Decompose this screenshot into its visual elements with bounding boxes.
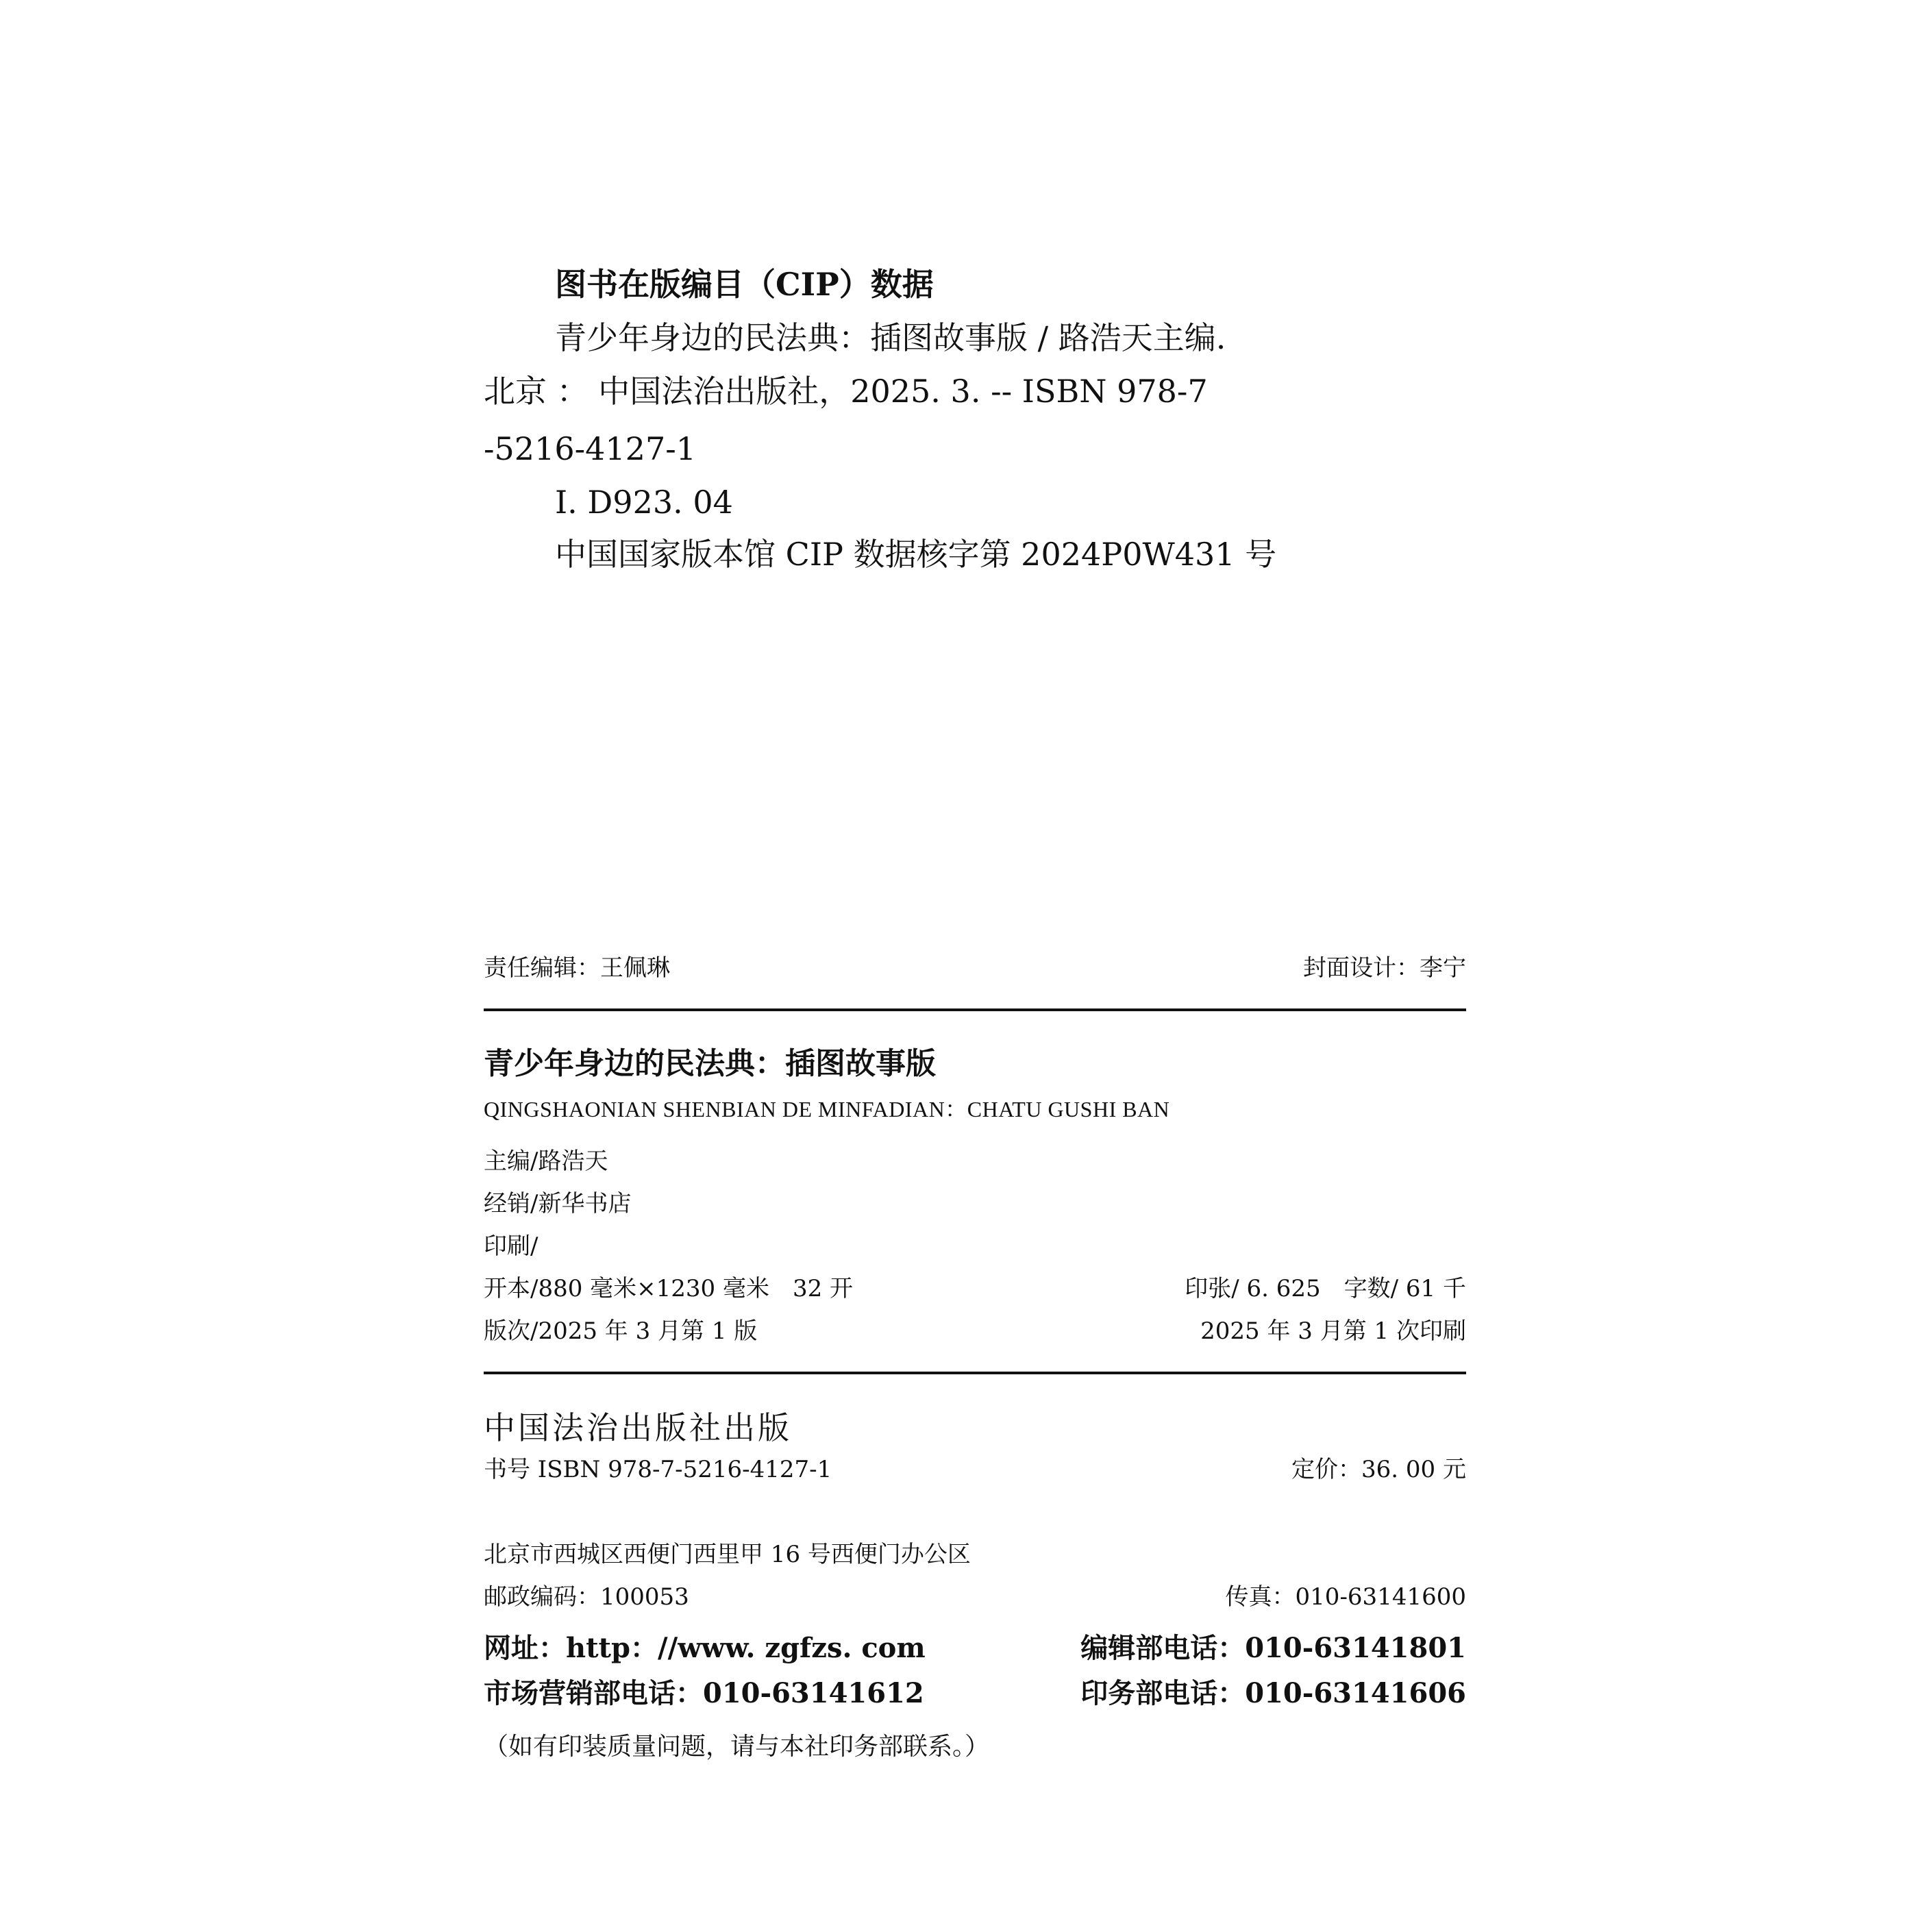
book-title-pinyin: QINGSHAONIAN SHENBIAN DE MINFADIAN：CHATU GUSHI BAN [484, 1097, 1170, 1122]
quality-notice: （如有印装质量问题，请与本社印务部联系。） [484, 1733, 990, 1761]
responsible-editor: 责任编辑：王佩琳 [484, 954, 670, 982]
cip-heading: 图书在版编目（CIP）数据 [555, 266, 934, 303]
printing-info: 2025 年 3 月第 1 次印刷 [1200, 1317, 1466, 1345]
fax-number: 传真：010-63141600 [1225, 1583, 1466, 1611]
edition-info: 版次/2025 年 3 月第 1 版 [484, 1317, 758, 1345]
printer: 印刷/ [484, 1233, 538, 1260]
cip-isbn-continuation: -5216-4127-1 [484, 430, 697, 467]
website: 网址：http：//www. zgfzs. com [484, 1632, 926, 1664]
price: 定价：36. 00 元 [1291, 1456, 1466, 1483]
cip-record-number: 中国国家版本馆 CIP 数据核字第 2024P0W431 号 [555, 536, 1277, 573]
isbn: 书号 ISBN 978-7-5216-4127-1 [484, 1456, 832, 1483]
marketing-phone: 市场营销部电话：010-63141612 [484, 1677, 924, 1709]
sheets-and-word-count: 印张/ 6. 625 字数/ 61 千 [1185, 1275, 1466, 1302]
printing-dept-phone: 印务部电话：010-63141606 [1080, 1677, 1466, 1709]
publisher-name: 中国法治出版社出版 [484, 1409, 792, 1446]
book-format: 开本/880 毫米×1230 毫米 32 开 [484, 1275, 854, 1302]
divider-bottom [484, 1372, 1466, 1374]
publisher-address: 北京市西城区西便门西里甲 16 号西便门办公区 [484, 1541, 971, 1568]
cover-designer: 封面设计：李宁 [1303, 954, 1466, 982]
postcode: 邮政编码：100053 [484, 1583, 689, 1611]
book-title: 青少年身边的民法典：插图故事版 [484, 1046, 936, 1081]
chief-editor: 主编/路浩天 [484, 1148, 608, 1175]
distributor: 经销/新华书店 [484, 1190, 632, 1217]
cip-classification: Ⅰ. D923. 04 [555, 484, 733, 521]
cip-publisher-line: 北京 ： 中国法治出版社，2025. 3. -- ISBN 978-7 [484, 373, 1208, 410]
editorial-phone: 编辑部电话：010-63141801 [1080, 1632, 1466, 1664]
divider-top [484, 1008, 1466, 1011]
cip-title-line: 青少年身边的民法典：插图故事版 / 路浩天主编. [555, 319, 1226, 356]
